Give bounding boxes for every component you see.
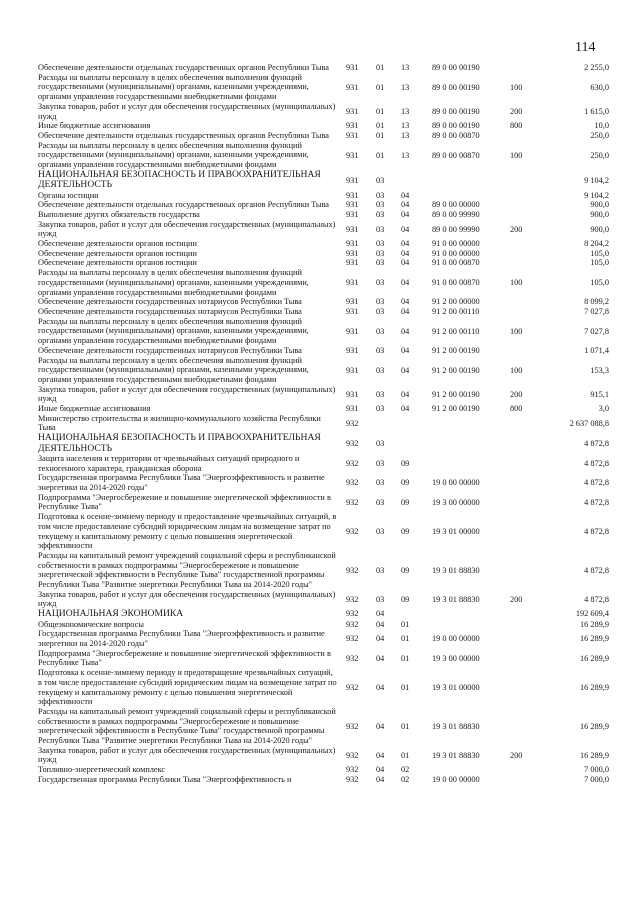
target-article-cell: 89 0 00 99990 <box>432 209 480 219</box>
table-row <box>0 297 640 307</box>
grbs-cell: 931 <box>346 175 359 185</box>
grbs-cell: 932 <box>346 565 359 575</box>
target-article-cell: 91 2 00 00190 <box>432 389 480 399</box>
subsection-cell: 13 <box>401 63 410 72</box>
table-row <box>0 141 640 170</box>
subsection-cell: 13 <box>401 106 410 116</box>
target-article-cell: 91 2 00 00190 <box>432 365 480 375</box>
target-article-cell: 91 2 00 00110 <box>432 306 480 316</box>
table-row <box>0 493 640 512</box>
expense-type-cell: 100 <box>510 365 523 375</box>
row-name: Защита населения и территории от чрезвычайных ситуаций природного и техногенного характера, гражданская оборона <box>38 453 300 473</box>
amount-cell: 7 027,8 <box>584 306 609 316</box>
section-cell: 03 <box>376 200 385 210</box>
row-name: Расходы на выплаты персоналу в целях обеспечения выполнения функций государственными (муниципальными) органами, казенными учреждениями, органами управления государственными внебюджетными фондами <box>38 140 309 170</box>
subsection-cell: 09 <box>401 527 410 537</box>
table-row <box>0 131 640 141</box>
table-row <box>0 775 640 785</box>
grbs-cell: 932 <box>346 418 359 428</box>
expense-type-cell: 100 <box>510 82 523 92</box>
amount-cell: 4 872,8 <box>584 527 609 537</box>
grbs-cell: 931 <box>346 209 359 219</box>
amount-cell: 2 255,0 <box>584 63 609 72</box>
amount-cell: 630,0 <box>590 82 609 92</box>
target-article-cell: 89 0 00 00190 <box>432 121 480 131</box>
table-row <box>0 707 640 746</box>
target-article-cell: 19 3 00 00000 <box>432 497 480 507</box>
section-cell: 01 <box>376 82 385 92</box>
table-row <box>0 239 640 249</box>
row-name: Обеспечение деятельности отдельных государственных органов Республики Тыва <box>38 130 329 140</box>
row-name: Обеспечение деятельности государственных нотариусов Республики Тыва <box>38 345 302 355</box>
target-article-cell: 19 3 01 00000 <box>432 527 480 537</box>
section-cell: 04 <box>376 609 385 619</box>
table-row <box>0 551 640 590</box>
amount-cell: 915,1 <box>590 389 609 399</box>
expense-type-cell: 200 <box>510 224 523 234</box>
row-name: Общеэкономические вопросы <box>38 619 144 629</box>
expense-type-cell: 100 <box>510 150 523 160</box>
section-cell: 04 <box>376 653 385 663</box>
target-article-cell: 91 2 00 00000 <box>432 297 480 307</box>
section-cell: 03 <box>376 209 385 219</box>
row-name: Закупка товаров, работ и услуг для обеспечения государственных (муниципальных) нужд <box>38 101 336 121</box>
grbs-cell: 932 <box>346 634 359 644</box>
target-article-cell: 19 0 00 00000 <box>432 478 480 488</box>
expense-type-cell: 200 <box>510 750 523 760</box>
grbs-cell: 932 <box>346 439 359 449</box>
subsection-cell: 01 <box>401 721 410 731</box>
section-heading: НАЦИОНАЛЬНАЯ БЕЗОПАСНОСТЬ И ПРАВООХРАНИТЕЛЬНАЯ ДЕЯТЕЛЬНОСТЬ <box>38 432 321 454</box>
row-name: Подпрограмма "Энергосбережение и повышение энергетической эффективности в Республике Тыва" <box>38 648 331 668</box>
amount-cell: 900,0 <box>590 200 609 210</box>
amount-cell: 16 289,9 <box>579 634 609 644</box>
expense-type-cell: 800 <box>510 121 523 131</box>
amount-cell: 4 872,8 <box>584 439 609 449</box>
section-cell: 03 <box>376 326 385 336</box>
amount-cell: 9 104,2 <box>584 190 609 200</box>
grbs-cell: 932 <box>346 750 359 760</box>
amount-cell: 2 637 088,8 <box>569 418 609 428</box>
table-row <box>0 102 640 121</box>
row-name: Подготовка к осенне-зимнему периоду и предоставление чрезвычайных ситуаций, в том числе предоставление субсидий юридическим лицам на возмещение затрат по текущему и капитальному ремонту с целью повышения энергетической эффективности <box>38 512 337 551</box>
table-row <box>0 668 640 707</box>
amount-cell: 105,0 <box>590 278 609 288</box>
section-cell: 03 <box>376 478 385 488</box>
expense-type-cell: 800 <box>510 404 523 414</box>
table-row <box>0 620 640 630</box>
subsection-cell: 04 <box>401 297 410 307</box>
section-cell: 03 <box>376 458 385 468</box>
section-cell: 01 <box>376 130 385 140</box>
target-article-cell: 19 0 00 00000 <box>432 774 480 784</box>
target-article-cell: 89 0 00 00190 <box>432 63 480 72</box>
section-heading: НАЦИОНАЛЬНАЯ ЭКОНОМИКА <box>38 608 184 620</box>
subsection-cell: 13 <box>401 150 410 160</box>
table-row <box>0 249 640 259</box>
target-article-cell: 91 2 00 00190 <box>432 345 480 355</box>
section-cell: 01 <box>376 63 385 72</box>
grbs-cell: 931 <box>346 130 359 140</box>
expense-type-cell: 200 <box>510 594 523 604</box>
section-cell: 03 <box>376 527 385 537</box>
table-row <box>0 73 640 102</box>
row-name: Закупка товаров, работ и услуг для обеспечения государственных (муниципальных) нужд <box>38 589 336 609</box>
amount-cell: 16 289,9 <box>579 721 609 731</box>
section-cell: 03 <box>376 389 385 399</box>
table-row <box>0 356 640 385</box>
subsection-cell: 13 <box>401 130 410 140</box>
table-row <box>0 210 640 220</box>
subsection-cell: 04 <box>401 389 410 399</box>
row-name: Расходы на выплаты персоналу в целях обеспечения выполнения функций государственными (муниципальными) органами, казенными учреждениями, органами управления государственными внебюджетными фондами <box>38 268 309 297</box>
target-article-cell: 89 0 00 00190 <box>432 106 480 116</box>
row-name: Обеспечение деятельности органов юстиции <box>38 248 197 258</box>
expense-type-cell: 200 <box>510 389 523 399</box>
table-row <box>0 433 640 454</box>
row-name: Государственная программа Республики Тыва "Энергоэффективность и развитие энергетики на 2014-2020 годы" <box>38 473 325 493</box>
row-name: Государственная программа Республики Тыва "Энергоэффективность и развитие энергетики на 2014-2020 годы" <box>38 629 325 648</box>
grbs-cell: 932 <box>346 527 359 537</box>
expense-type-cell: 200 <box>510 106 523 116</box>
amount-cell: 4 872,8 <box>584 478 609 488</box>
section-cell: 03 <box>376 439 385 449</box>
subsection-cell: 04 <box>401 224 410 234</box>
grbs-cell: 932 <box>346 765 359 775</box>
grbs-cell: 932 <box>346 653 359 663</box>
section-cell: 03 <box>376 565 385 575</box>
amount-cell: 10,0 <box>594 121 609 131</box>
section-cell: 04 <box>376 619 385 629</box>
subsection-cell: 04 <box>401 239 410 249</box>
section-cell: 03 <box>376 297 385 307</box>
grbs-cell: 931 <box>346 326 359 336</box>
grbs-cell: 932 <box>346 619 359 629</box>
section-cell: 03 <box>376 239 385 249</box>
target-article-cell: 89 0 00 00870 <box>432 130 480 140</box>
amount-cell: 16 289,9 <box>579 683 609 693</box>
target-article-cell: 19 3 01 88830 <box>432 565 480 575</box>
subsection-cell: 01 <box>401 619 410 629</box>
target-article-cell: 91 0 00 00870 <box>432 278 480 288</box>
page-number: 114 <box>575 40 596 55</box>
grbs-cell: 931 <box>346 365 359 375</box>
grbs-cell: 932 <box>346 774 359 784</box>
section-cell: 04 <box>376 683 385 693</box>
table-row <box>0 649 640 668</box>
row-name: Обеспечение деятельности органов юстиции <box>38 258 197 268</box>
grbs-cell: 932 <box>346 721 359 731</box>
grbs-cell: 931 <box>346 200 359 210</box>
amount-cell: 900,0 <box>590 224 609 234</box>
grbs-cell: 931 <box>346 121 359 131</box>
section-cell: 03 <box>376 365 385 375</box>
grbs-cell: 931 <box>346 63 359 72</box>
target-article-cell: 19 3 01 88830 <box>432 750 480 760</box>
section-cell: 03 <box>376 306 385 316</box>
target-article-cell: 19 3 01 88830 <box>432 721 480 731</box>
table-row <box>0 63 640 73</box>
table-row <box>0 220 640 239</box>
budget-table <box>0 63 640 785</box>
section-cell: 04 <box>376 774 385 784</box>
target-article-cell: 91 2 00 00110 <box>432 326 480 336</box>
amount-cell: 3,0 <box>598 404 609 414</box>
subsection-cell: 13 <box>401 82 410 92</box>
target-article-cell: 91 2 00 00190 <box>432 404 480 414</box>
subsection-cell: 04 <box>401 248 410 258</box>
row-name: Расходы на капитальный ремонт учреждений социальной сферы и республиканской собственности в рамках подпрограммы "Энергосбережение и повышение энергетической эффективности в Республике Тыва" государственной программы Республики Тыва "Развитие энергетики Республики Тыва на 2014-2020 годы" <box>38 550 336 590</box>
table-row <box>0 170 640 191</box>
grbs-cell: 931 <box>346 389 359 399</box>
table-row <box>0 258 640 268</box>
table-row <box>0 385 640 404</box>
subsection-cell: 09 <box>401 458 410 468</box>
grbs-cell: 931 <box>346 297 359 307</box>
grbs-cell: 931 <box>346 278 359 288</box>
target-article-cell: 89 0 00 00190 <box>432 82 480 92</box>
amount-cell: 4 872,8 <box>584 497 609 507</box>
amount-cell: 1 071,4 <box>584 345 609 355</box>
row-name: Обеспечение деятельности государственных нотариусов Республики Тыва <box>38 306 302 316</box>
section-cell: 03 <box>376 278 385 288</box>
target-article-cell: 91 0 00 00000 <box>432 248 480 258</box>
table-row <box>0 200 640 210</box>
amount-cell: 16 289,9 <box>579 750 609 760</box>
subsection-cell: 04 <box>401 345 410 355</box>
target-article-cell: 19 3 01 88830 <box>432 594 480 604</box>
target-article-cell: 19 3 00 00000 <box>432 653 480 663</box>
row-name: Государственная программа Республики Тыва "Энергоэффективность и <box>38 774 292 784</box>
grbs-cell: 932 <box>346 458 359 468</box>
row-name: Иные бюджетные ассигнования <box>38 404 151 414</box>
subsection-cell: 02 <box>401 765 410 775</box>
row-name: Расходы на выплаты персоналу в целях обеспечения выполнения функций государственными (муниципальными) органами, казенными учреждениями, органами управления государственными внебюджетными фондами <box>38 316 309 346</box>
row-name: Топливно-энергетический комплекс <box>38 765 166 775</box>
section-cell: 03 <box>376 258 385 268</box>
target-article-cell: 89 0 00 99990 <box>432 224 480 234</box>
expense-type-cell: 100 <box>510 326 523 336</box>
row-name: Иные бюджетные ассигнования <box>38 121 151 131</box>
row-name: Расходы на капитальный ремонт учреждений социальной сферы и республиканской собственности в рамках подпрограммы "Энергосбережение и повышение энергетической эффективности в Республике Тыва" государственной программы Республики Тыва "Развитие энергетики Республики Тыва на 2014-2020 годы" <box>38 706 336 746</box>
table-row <box>0 346 640 356</box>
amount-cell: 4 872,8 <box>584 458 609 468</box>
table-row <box>0 454 640 473</box>
grbs-cell: 931 <box>346 224 359 234</box>
row-name: Закупка товаров, работ и услуг для обеспечения государственных (муниципальных) нужд <box>38 745 336 765</box>
subsection-cell: 02 <box>401 774 410 784</box>
amount-cell: 900,0 <box>590 209 609 219</box>
section-cell: 03 <box>376 497 385 507</box>
section-heading: НАЦИОНАЛЬНАЯ БЕЗОПАСНОСТЬ И ПРАВООХРАНИТЕЛЬНАЯ ДЕЯТЕЛЬНОСТЬ <box>38 168 321 191</box>
grbs-cell: 932 <box>346 683 359 693</box>
amount-cell: 105,0 <box>590 258 609 268</box>
amount-cell: 16 289,9 <box>579 653 609 663</box>
grbs-cell: 931 <box>346 150 359 160</box>
grbs-cell: 931 <box>346 345 359 355</box>
table-row <box>0 268 640 297</box>
amount-cell: 4 872,8 <box>584 594 609 604</box>
subsection-cell: 13 <box>401 121 410 131</box>
table-row <box>0 404 640 414</box>
table-row <box>0 307 640 317</box>
amount-cell: 7 000,0 <box>584 774 609 784</box>
amount-cell: 250,0 <box>590 150 609 160</box>
grbs-cell: 932 <box>346 478 359 488</box>
amount-cell: 153,3 <box>590 365 609 375</box>
table-row <box>0 746 640 765</box>
amount-cell: 105,0 <box>590 248 609 258</box>
table-row <box>0 121 640 131</box>
subsection-cell: 09 <box>401 497 410 507</box>
target-article-cell: 89 0 00 00870 <box>432 150 480 160</box>
grbs-cell: 931 <box>346 306 359 316</box>
row-name: Обеспечение деятельности органов юстиции <box>38 239 197 249</box>
section-cell: 03 <box>376 175 385 185</box>
amount-cell: 7 000,0 <box>584 765 609 775</box>
target-article-cell: 19 0 00 00000 <box>432 634 480 644</box>
table-row <box>0 473 640 492</box>
grbs-cell: 931 <box>346 258 359 268</box>
subsection-cell: 04 <box>401 209 410 219</box>
subsection-cell: 01 <box>401 750 410 760</box>
table-row <box>0 414 640 433</box>
subsection-cell: 04 <box>401 326 410 336</box>
section-cell: 03 <box>376 190 385 200</box>
table-row <box>0 191 640 201</box>
section-cell: 03 <box>376 248 385 258</box>
subsection-cell: 09 <box>401 478 410 488</box>
section-cell: 03 <box>376 345 385 355</box>
subsection-cell: 01 <box>401 634 410 644</box>
table-row <box>0 512 640 551</box>
section-cell: 04 <box>376 750 385 760</box>
table-row <box>0 629 640 648</box>
row-name: Закупка товаров, работ и услуг для обеспечения государственных (муниципальных) нужд <box>38 219 336 239</box>
row-name: Обеспечение деятельности отдельных государственных органов Республики Тыва <box>38 200 329 210</box>
row-name: Закупка товаров, работ и услуг для обеспечения государственных (муниципальных) нужд <box>38 384 336 404</box>
section-cell: 01 <box>376 150 385 160</box>
grbs-cell: 931 <box>346 239 359 249</box>
row-name: Выполнение других обязательств государства <box>38 209 200 219</box>
row-name: Расходы на выплаты персоналу в целях обеспечения выполнения функций государственными (муниципальными) органами, казенными учреждениями, органами управления государственными внебюджетными фондами <box>38 72 309 102</box>
section-cell: 01 <box>376 121 385 131</box>
amount-cell: 7 027,8 <box>584 326 609 336</box>
grbs-cell: 931 <box>346 82 359 92</box>
row-name: Подготовка к осенне-зимнему периоду и предотвращение чрезвычайных ситуаций, в том числе предоставление субсидий юридическим лицам на возмещение затрат по текущему и капитальному ремонту с целью повышения энергетической эффективности <box>38 668 337 707</box>
target-article-cell: 91 0 00 00000 <box>432 239 480 249</box>
subsection-cell: 01 <box>401 653 410 663</box>
grbs-cell: 931 <box>346 106 359 116</box>
amount-cell: 8 204,2 <box>584 239 609 249</box>
subsection-cell: 04 <box>401 200 410 210</box>
target-article-cell: 91 0 00 00870 <box>432 258 480 268</box>
subsection-cell: 04 <box>401 306 410 316</box>
subsection-cell: 04 <box>401 190 410 200</box>
subsection-cell: 04 <box>401 365 410 375</box>
table-row <box>0 590 640 609</box>
amount-cell: 192 609,4 <box>575 609 609 619</box>
amount-cell: 250,0 <box>590 130 609 140</box>
subsection-cell: 09 <box>401 594 410 604</box>
expense-type-cell: 100 <box>510 278 523 288</box>
amount-cell: 16 289,9 <box>579 619 609 629</box>
section-cell: 03 <box>376 594 385 604</box>
subsection-cell: 01 <box>401 683 410 693</box>
row-name: Подпрограмма "Энергосбережение и повышение энергетической эффективности в Республике Тыва" <box>38 492 331 512</box>
row-name: Обеспечение деятельности государственных нотариусов Республики Тыва <box>38 297 302 307</box>
grbs-cell: 931 <box>346 248 359 258</box>
subsection-cell: 09 <box>401 565 410 575</box>
row-name: Обеспечение деятельности отдельных государственных органов Республики Тыва <box>38 63 329 72</box>
target-article-cell: 89 0 00 00000 <box>432 200 480 210</box>
table-row <box>0 317 640 346</box>
table-row <box>0 609 640 619</box>
amount-cell: 4 872,8 <box>584 565 609 575</box>
table-row <box>0 765 640 775</box>
subsection-cell: 04 <box>401 278 410 288</box>
subsection-cell: 04 <box>401 258 410 268</box>
grbs-cell: 932 <box>346 609 359 619</box>
section-cell: 04 <box>376 721 385 731</box>
grbs-cell: 932 <box>346 497 359 507</box>
amount-cell: 9 104,2 <box>584 175 609 185</box>
row-name: Расходы на выплаты персоналу в целях обеспечения выполнения функций государственными (муниципальными) органами, казенными учреждениями, органами управления государственными внебюджетными фондами <box>38 355 309 384</box>
section-cell: 04 <box>376 765 385 775</box>
row-name: Органы юстиции <box>38 190 99 200</box>
section-cell: 01 <box>376 106 385 116</box>
grbs-cell: 932 <box>346 594 359 604</box>
amount-cell: 8 099,2 <box>584 297 609 307</box>
subsection-cell: 04 <box>401 404 410 414</box>
section-cell: 04 <box>376 634 385 644</box>
grbs-cell: 931 <box>346 190 359 200</box>
section-cell: 03 <box>376 224 385 234</box>
section-cell: 03 <box>376 404 385 414</box>
amount-cell: 1 615,0 <box>584 106 609 116</box>
row-name: Министерство строительства и жилищно-коммунального хозяйства Республики Тыва <box>38 413 321 433</box>
target-article-cell: 19 3 01 00000 <box>432 683 480 693</box>
grbs-cell: 931 <box>346 404 359 414</box>
